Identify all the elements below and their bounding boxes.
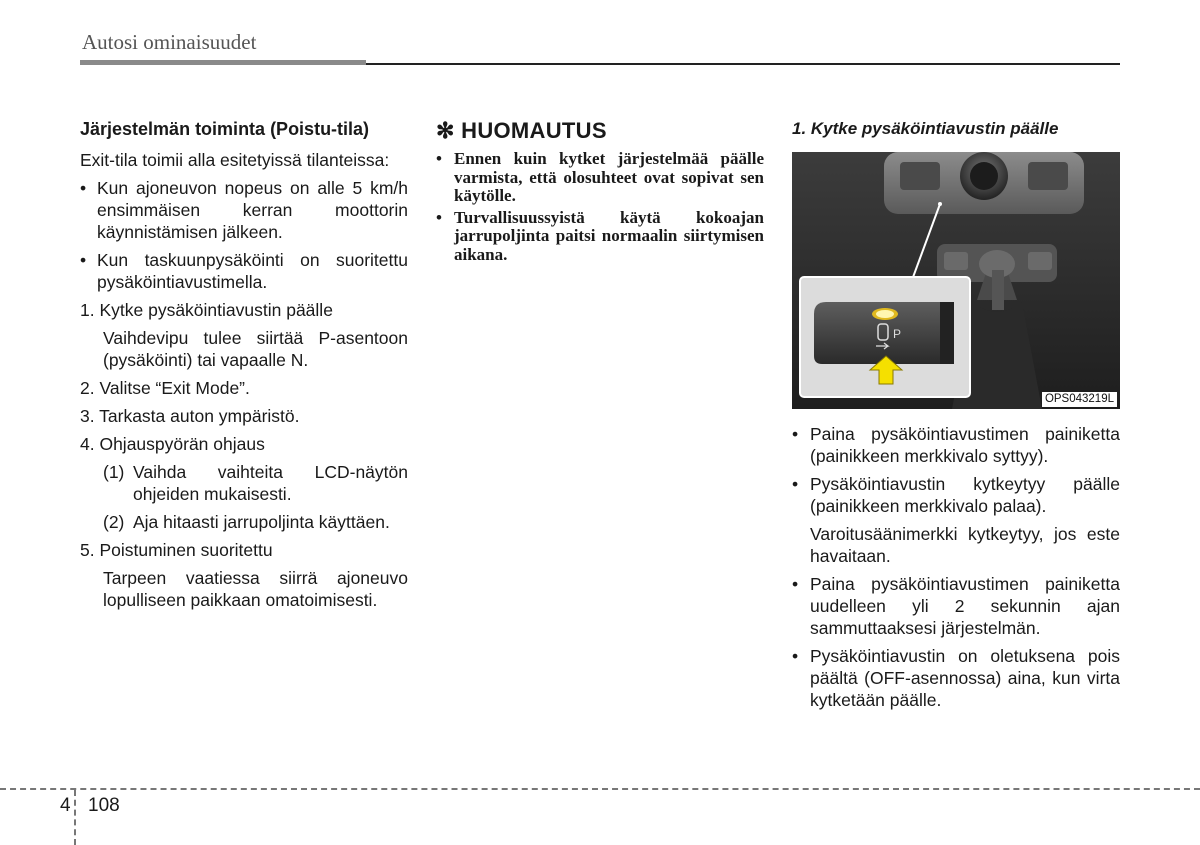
substep [80,461,408,505]
intro-text: Exit-tila toimii alla esitetyissä tilanteissa: [80,150,390,170]
right-column [792,118,1120,717]
bullet-text: Paina pysäköintiavustimen painiketta (painikkeen merkkivalo syttyy). [810,424,1120,466]
chapter-number: 4 [60,795,71,816]
page-number: 108 [88,795,120,816]
console-illustration [792,152,1120,409]
footer-separator [74,790,76,845]
bullet-marker: • [80,250,87,270]
left-column [80,118,408,617]
list-item [792,423,1120,467]
section-heading: Järjestelmän toiminta (Poistu-tila) [80,119,370,139]
note-title: ✻ HUOMAUTUS [436,118,607,143]
bullet-marker: • [792,646,799,666]
substep-number: (1) [103,462,125,482]
step-1-detail: Vaihdevipu tulee siirtää P-asentoon (pysäköinti) tai vapaalle N. [103,328,408,370]
note-column [436,118,764,267]
bullet-text: Pysäköintiavustin kytkeytyy päälle (painikkeen merkkivalo palaa). [810,474,1120,516]
substep-text: Vaihda vaihteita LCD-näytön ohjeiden mukaisesti. [133,462,408,504]
step-1-label: 1. Kytke pysäköintiavustin päälle [80,300,333,320]
bullet-marker: • [792,574,799,594]
step-3-label: 3. Tarkasta auton ympäristö. [80,406,300,426]
substep-text: Aja hitaasti jarrupoljinta käyttäen. [133,512,390,532]
list-item [80,249,408,293]
list-item [792,473,1120,517]
footer-rule [0,788,1200,790]
section-header-title: Autosi ominaisuudet [82,30,257,54]
bullet-continuation: Varoitusäänimerkki kytkeytyy, jos este havaitaan. [810,524,1120,566]
note-text: Ennen kuin kytket järjestelmää päälle varmista, että olosuhteet ovat sopivat sen käytölle. [454,149,764,205]
header-rule [366,63,1120,65]
figure-code: OPS043219L [1042,392,1117,407]
step-4-label: 4. Ohjauspyörän ohjaus [80,434,265,454]
bullet-text: Kun ajoneuvon nopeus on alle 5 km/h ensimmäisen kerran moottorin käynnistämisen jälkeen. [97,178,408,242]
note-item [436,209,764,265]
note-bullet: • [436,149,442,168]
header-bar [80,60,366,65]
bullet-marker: • [80,178,87,198]
bullet-marker: • [792,474,799,494]
note-text: Turvallisuussyistä käytä kokoajan jarrupoljinta paitsi normaalin siirtymisen aikana. [454,207,764,264]
note-bullet: • [436,207,442,227]
note-item [436,150,764,206]
step-5-detail: Tarpeen vaatiessa siirrä ajoneuvo lopulliseen paikkaan omatoimisesti. [103,568,408,610]
console-photo [792,152,1120,409]
bullet-text: Paina pysäköintiavustimen painiketta uudelleen yli 2 sekunnin ajan sammuttaaksesi järjestelmän. [810,574,1120,638]
list-item [792,573,1120,639]
bullet-marker: • [792,424,799,444]
bullet-text: Pysäköintiavustin on oletuksena pois päältä (OFF-asennossa) aina, kun virta kytketään päälle. [810,646,1120,710]
substep [80,511,408,533]
bullet-text: Kun taskuunpysäköinti on suoritettu pysäköintiavustimella. [97,250,408,292]
substep-number: (2) [103,512,125,532]
step-2-label: 2. Valitse “Exit Mode”. [80,378,250,398]
figure-caption: 1. Kytke pysäköintiavustin päälle [792,119,1059,138]
step-5-label: 5. Poistuminen suoritettu [80,540,273,560]
list-item [80,177,408,243]
instruction-list [792,423,1120,711]
button-letter: P [893,327,902,341]
list-item [792,645,1120,711]
